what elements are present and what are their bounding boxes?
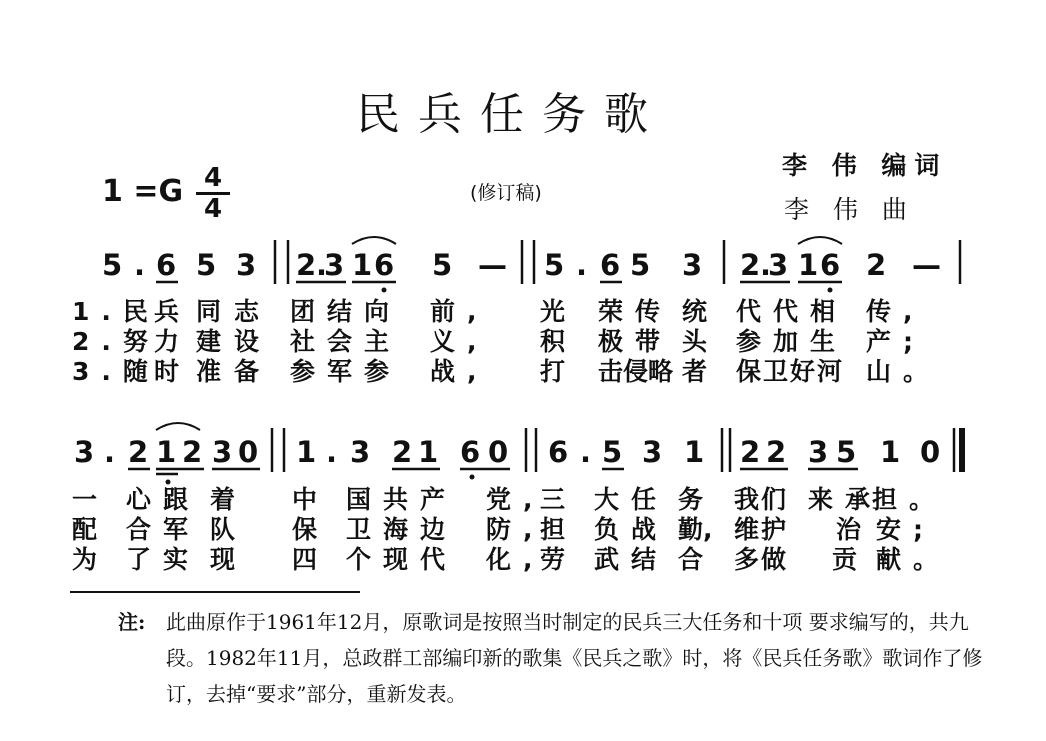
note-dot: . (316, 248, 328, 282)
lyric: 山。 (866, 357, 941, 386)
note: 5 (196, 248, 217, 282)
lyric: 代代相 (736, 297, 848, 326)
time-signature-bottom: 4 (203, 194, 223, 224)
footnote-clip (118, 604, 998, 706)
footnote-divider (70, 591, 360, 593)
lyric: 治 (836, 515, 874, 544)
note: 3 (236, 248, 257, 282)
note: 6 (820, 248, 841, 282)
lyric: 者 (682, 357, 720, 386)
lyric: 了实 (126, 545, 201, 574)
lyric: 担 (540, 515, 578, 544)
note: 1 (418, 435, 439, 469)
note: 2 (740, 435, 761, 469)
lyric: 队 (210, 515, 248, 544)
lyric: 大任 (594, 485, 669, 514)
lyric: 心跟 (126, 485, 201, 514)
lyric: 极带 (598, 327, 673, 356)
note: 2 (128, 435, 149, 469)
lyric: 多做 (734, 545, 789, 574)
note: 6 (600, 248, 621, 282)
note: 3 (212, 435, 233, 469)
note: 1 (156, 435, 177, 469)
lyric: 国共产 (346, 485, 458, 514)
note-dot: . (134, 248, 146, 282)
note: 5 (630, 248, 651, 282)
key-signature: 1 =G (102, 174, 184, 209)
lyric: 着 (210, 485, 248, 514)
footnote-label: 注: (118, 610, 146, 634)
lyric: 配 (72, 515, 110, 544)
note-dot: . (576, 248, 588, 282)
lyric: 前, (430, 297, 489, 326)
notation-line-2 (74, 423, 962, 485)
footnote-text: 此曲原作于1961年12月，原歌词是按照当时制定的民兵三大任务和十项 要求编写的，共九段。1982年11月，总政群工部编印新的歌集《民兵之歌》时，将《民兵任务歌》歌词作了修订，去掉“要求”部分，重新发表。 (166, 610, 983, 706)
lyric: 安; (876, 515, 935, 544)
lyric: 个现代 (346, 545, 458, 574)
lyric: 四 (292, 545, 330, 574)
lyric: 积 (540, 327, 578, 356)
time-signature-top: 4 (203, 163, 223, 193)
note: 2 (392, 435, 413, 469)
lyric: 来承 (808, 485, 883, 514)
lyric: 卫海边 (346, 515, 458, 544)
lyric: 统 (682, 297, 720, 326)
lyric: 劳 (540, 545, 578, 574)
note: 3 (324, 248, 345, 282)
note: 5 (544, 248, 565, 282)
lyric: 备 (234, 357, 272, 386)
lyric: 中 (292, 485, 330, 514)
note-dash: — (478, 248, 507, 282)
note: 0 (920, 435, 941, 469)
lyric: 志 (234, 297, 272, 326)
note: 6 (548, 435, 569, 469)
note: 2 (740, 248, 761, 282)
note: 0 (488, 435, 509, 469)
lyric: 兵 (154, 297, 192, 326)
lyric: 团结向 (290, 297, 402, 326)
lyric: 设 (234, 327, 272, 356)
lyric: 击侵略 (598, 357, 674, 386)
lyric: 负战 (594, 515, 669, 544)
note-dash: — (912, 248, 941, 282)
lyric: 参加生 (736, 327, 848, 356)
note: 3 (74, 435, 95, 469)
lyric: 化, (486, 545, 545, 574)
note: 2 (766, 435, 787, 469)
note: 0 (238, 435, 259, 469)
lyricist-credit: 李 伟 编词 (782, 151, 948, 180)
note: 1 (352, 248, 373, 282)
time-signature (196, 163, 230, 224)
lyric: 保 (292, 515, 330, 544)
notation-line-1 (102, 237, 960, 293)
song-title: 民兵任务歌 (356, 89, 666, 140)
lyric: 2.努 (72, 327, 160, 356)
note: 1 (798, 248, 819, 282)
note: 1 (684, 435, 705, 469)
lyric: 准 (196, 357, 234, 386)
note: 2 (866, 248, 887, 282)
lyric: 一 (72, 485, 110, 514)
lyric: 党, (486, 485, 545, 514)
note: 5 (602, 435, 623, 469)
revision-note: (修订稿) (470, 182, 542, 204)
note: 2 (296, 248, 317, 282)
note: 3 (682, 248, 703, 282)
lyric: 3.随 (72, 357, 160, 386)
lyric: 贡 (832, 545, 870, 574)
lyric: 为 (72, 545, 110, 574)
lyric: 传, (866, 297, 925, 326)
lyric: 合军 (126, 515, 201, 544)
note: 3 (808, 435, 829, 469)
note: 6 (156, 248, 177, 282)
lyric: 现 (210, 545, 248, 574)
lyric: 义, (430, 327, 489, 356)
lyric: 合 (678, 545, 716, 574)
lyric: 力 (154, 327, 192, 356)
note: 5 (102, 248, 123, 282)
lyric: 战, (430, 357, 489, 386)
composer-credit: 李 伟 曲 (784, 195, 915, 224)
lyric: 同 (196, 297, 234, 326)
lyric: 社会主 (290, 327, 402, 356)
note-dot: . (760, 248, 772, 282)
lyric: 时 (154, 357, 192, 386)
note: 6 (460, 435, 481, 469)
lyric: 勤, (678, 515, 713, 544)
lyric: 务 (678, 485, 716, 514)
lyric: 荣传 (598, 297, 673, 326)
lyric: 维护 (734, 515, 789, 544)
note-dot: . (104, 435, 116, 469)
note: 3 (768, 248, 789, 282)
lyric: 1.民 (72, 297, 160, 326)
lyric: 我们 (734, 485, 789, 514)
note: 6 (374, 248, 395, 282)
lyric: 武结 (594, 545, 669, 574)
lyric: 建 (196, 327, 234, 356)
lyric: 献。 (876, 545, 951, 574)
lyric: 打 (540, 357, 578, 386)
note: 1 (880, 435, 901, 469)
note: 5 (432, 248, 453, 282)
lyric: 三 (540, 485, 578, 514)
lyric: 头 (682, 327, 720, 356)
lyric: 参军参 (290, 357, 402, 386)
note: 3 (350, 435, 371, 469)
lyric: 保卫好河 (736, 357, 845, 386)
lyric: 担。 (872, 485, 947, 514)
note: 3 (642, 435, 663, 469)
note: 5 (836, 435, 857, 469)
note: 1 (296, 435, 317, 469)
note-dot: . (580, 435, 592, 469)
lyric: 防, (486, 515, 545, 544)
lyric: 产; (866, 327, 925, 356)
lyric: 光 (540, 297, 578, 326)
note: 2 (182, 435, 203, 469)
note-dot: . (326, 435, 338, 469)
